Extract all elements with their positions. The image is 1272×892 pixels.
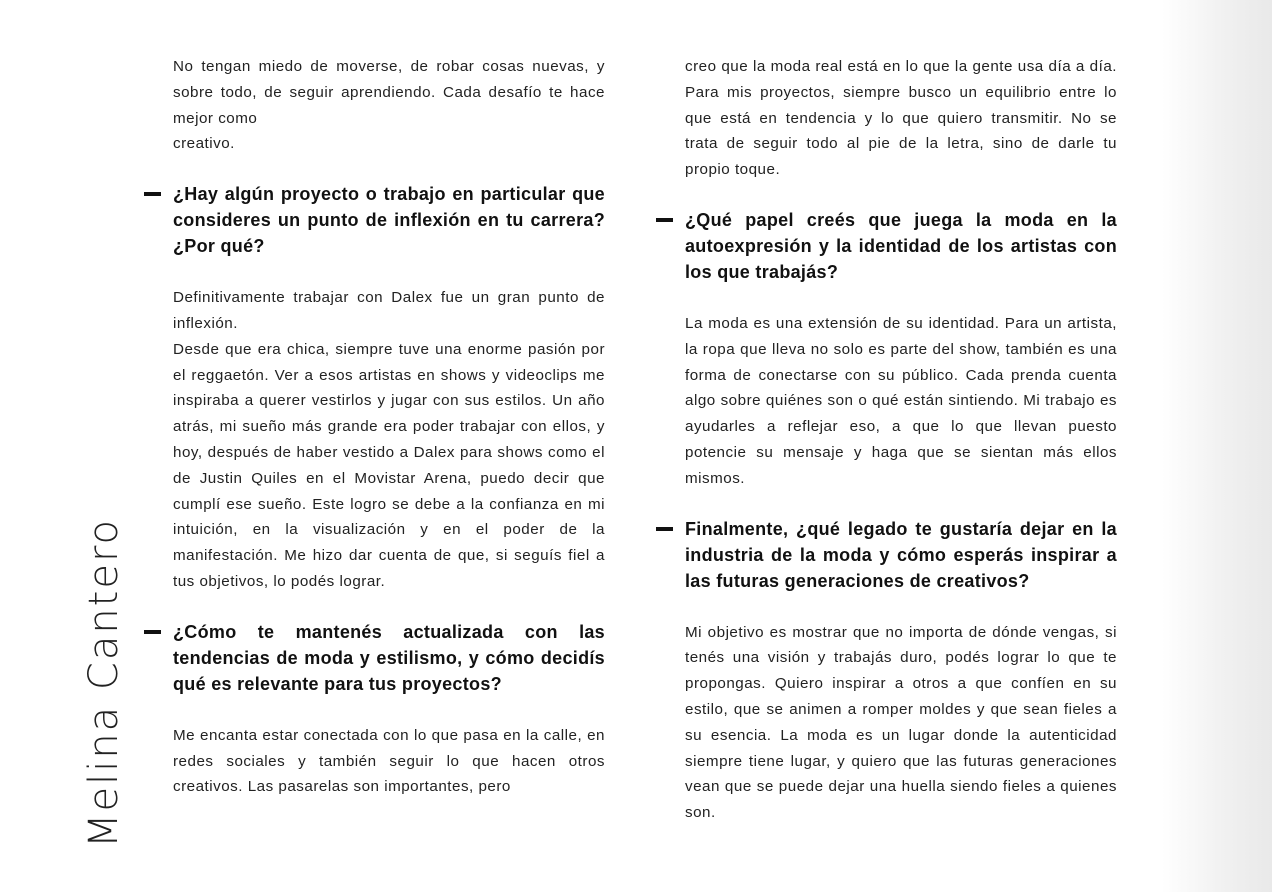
left-column [173, 54, 605, 800]
intro-paragraph: creo que la moda real está en lo que la gente usa día a día. Para mis proyectos, siempre busco un equilibrio entre lo que está en tendencia y lo que quiero transmitir. No se trata de seguir todo al pie de la letra, sino de darle tu propio toque. [685, 58, 1117, 179]
answer-paragraph: La moda es una extensión de su identidad. Para un artista, la ropa que lleva no solo es parte del show, también es una forma de conectarse con su público. Cada prenda cuenta algo sobre quiénes son o qué están sintiendo. Mi trabajo es ayudarles a reflejar eso, a que lo que llevan puesto potencie su mensaje y haga que se sientan más ellos mismos. [685, 314, 1117, 487]
question-text: ¿Qué papel creés que juega la moda en la autoexpresión y la identidad de los artistas con los que trabajás? [685, 209, 1117, 282]
question-heading [685, 516, 1117, 594]
page-edge-shadow [1162, 0, 1272, 892]
intro-paragraph-line: No tengan miedo de moverse, de robar cosas nuevas, y sobre todo, de seguir aprendiendo. Cada desafío te hace mejor como [173, 58, 605, 127]
question-heading [685, 207, 1117, 285]
answer-paragraph-line: Definitivamente trabajar con Dalex fue un gran punto de inflexión. [173, 289, 605, 332]
question-text: ¿Cómo te mantenés actualizada con las tendencias de moda y estilismo, y cómo decidís qué es relevante para tus proyectos? [173, 621, 605, 694]
question-heading [173, 181, 605, 259]
answer-paragraph: Desde que era chica, siempre tuve una enorme pasión por el reggaetón. Ver a esos artistas en shows y videoclips me inspiraba a querer vestirlos y jugar con sus estilos. Un año atrás, mi sueño más grande era poder trabajar con ellos, y hoy, después de haber vestido a Dalex para shows como el de Justin Quiles en el Movistar Arena, puedo decir que cumplí ese sueño. Este logro se debe a la confianza en mi intuición, en la visualización y en el poder de la manifestación. Me hizo dar cuenta de que, si seguís fiel a tus objetivos, lo podés lograr. [173, 340, 605, 590]
question-text: Finalmente, ¿qué legado te gustaría dejar en la industria de la moda y cómo esperás inspirar a las futuras generaciones de creativos? [685, 518, 1117, 591]
intro-paragraph-line: creativo. [173, 135, 235, 153]
answer-paragraph: Mi objetivo es mostrar que no importa de dónde vengas, si tenés una visión y trabajás duro, podés lograr lo que te propongas. Quiero inspirar a otros a que confíen en su estilo, que se animen a romper moldes y que sean fieles a su esencia. La moda es un lugar donde la autenticidad siempre tiene lugar, y quiero que las futuras generaciones vean que se puede dejar una huella siendo fieles a quienes son. [685, 623, 1117, 822]
question-heading [173, 619, 605, 697]
question-text: ¿Hay algún proyecto o trabajo en particular que consideres un punto de inflexión en tu carrera? ¿Por qué? [173, 184, 605, 257]
answer-paragraph: Me encanta estar conectada con lo que pasa en la calle, en redes sociales y también seguir lo que hacen otros creativos. Las pasarelas son importantes, pero [173, 726, 605, 796]
right-column [685, 54, 1117, 826]
vertical-author-name: Melina Cantero [81, 517, 127, 849]
